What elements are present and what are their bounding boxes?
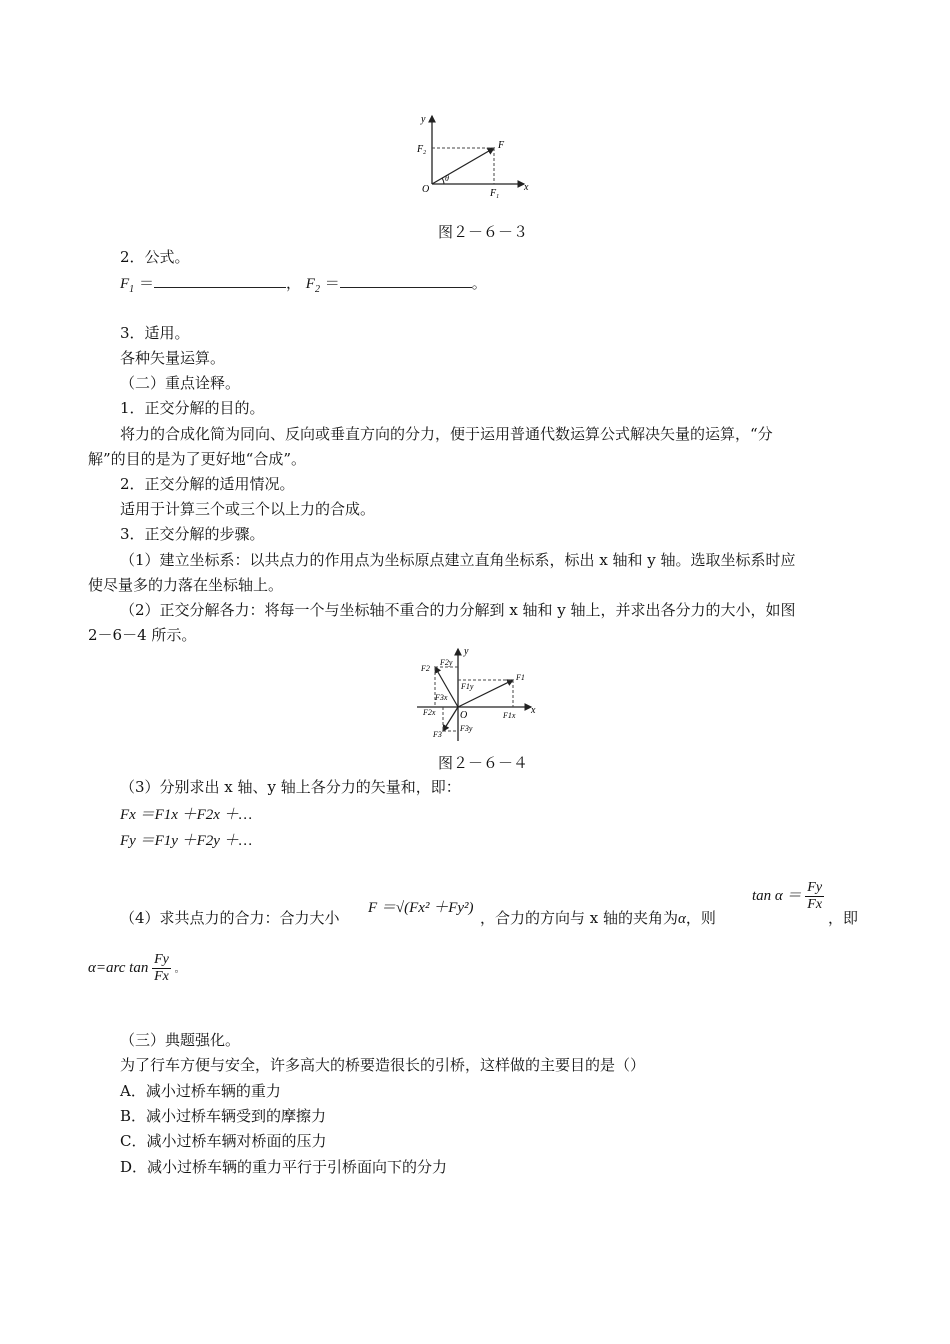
paragraph-line: 2－6－4 所示。 — [88, 626, 197, 644]
paragraph-line: 使尽量多的力落在坐标轴上。 — [88, 576, 284, 594]
formula-blanks — [120, 273, 487, 300]
option-a: A．减小过桥车辆的重力 — [120, 1082, 281, 1100]
figure-caption: 图２－６－４ — [438, 754, 529, 772]
f1-blank[interactable] — [154, 273, 286, 288]
fraction-denominator: Fx — [154, 969, 169, 984]
paragraph-line: 解”的目的是为了更好地“合成”。 — [88, 450, 307, 468]
option-b: B．减小过桥车辆受到的摩擦力 — [120, 1107, 327, 1125]
figure-2-6-4 — [415, 645, 545, 745]
y-axis-label: y — [464, 646, 469, 657]
svg-text:F1 — [489, 188, 499, 200]
force-f-vector — [432, 148, 494, 184]
fraction-numerator: Fy — [154, 952, 169, 967]
f2-label: F2 — [421, 664, 430, 673]
question-text: 为了行车方便与安全，许多高大的桥要造很长的引桥，这样做的主要目的是（） — [120, 1056, 646, 1074]
f1-sub: 1 — [496, 194, 500, 200]
section-heading: （二）重点诠释。 — [120, 374, 241, 392]
section-title: 2．公式。 — [120, 248, 190, 266]
f2-blank[interactable] — [340, 273, 472, 288]
paragraph: 适用于计算三个或三个以上力的合成。 — [120, 500, 376, 518]
tan-fraction — [805, 880, 824, 913]
resultant-magnitude-formula: F ＝√(Fx² ＋Fy²) — [368, 900, 474, 916]
arctan-formula — [88, 952, 185, 985]
option-d: D．减小过桥车辆的重力平行于引桥面向下的分力 — [120, 1158, 448, 1176]
paragraph-line: （1）建立坐标系：以共点力的作用点为坐标原点建立直角坐标系，标出 x 轴和 y 轴。选取坐标系时应 — [120, 551, 796, 569]
f1-label: F1 — [516, 673, 525, 682]
f2-label: F — [417, 144, 424, 155]
paragraph-line: （3）分别求出 x 轴、y 轴上各分力的矢量和，即： — [120, 778, 461, 796]
fraction-denominator: Fx — [807, 897, 823, 912]
f1-symbol: F — [120, 276, 130, 292]
figure-caption: 图２－６－３ — [438, 223, 529, 241]
f2-sub: 2 — [314, 284, 320, 295]
f3-label: F3 — [433, 730, 442, 739]
subsection-title: 1．正交分解的目的。 — [120, 399, 265, 417]
figure-2-6-3 — [410, 108, 540, 200]
origin-label: O — [422, 184, 430, 195]
f2y-label: F2y — [440, 658, 453, 667]
alpha-symbol: α — [678, 911, 686, 927]
origin-label: O — [460, 710, 468, 721]
paragraph-line: （2）正交分解各力：将每一个与坐标轴不重合的力分解到 x 轴和 y 轴上，并求出各分力的大小，如图 — [120, 601, 796, 619]
step4-middle-text: ，合力的方向与 x 轴的夹角为 — [480, 909, 678, 927]
f1x-label: F1x — [503, 711, 516, 720]
arctan-fraction — [152, 952, 171, 985]
f3y-label: F3y — [460, 724, 473, 733]
paragraph: 各种矢量运算。 — [120, 349, 226, 367]
option-c: C．减小过桥车辆对桥面的压力 — [120, 1132, 327, 1150]
tan-formula — [752, 880, 824, 913]
f-label: F — [498, 140, 505, 151]
x-axis-label: x — [531, 705, 536, 716]
paragraph-line: 将力的合成化简为同向、反向或垂直方向的分力，便于运用普通代数运算公式解决矢量的运算，“分 — [120, 425, 773, 443]
comma: ， — [285, 274, 301, 292]
step4-suffix: ，即 — [828, 909, 859, 927]
f1y-label: F1y — [461, 682, 474, 691]
svg-text:F2 — [416, 144, 426, 156]
theta-label: θ — [445, 174, 449, 183]
f2-sub: 2 — [423, 150, 427, 156]
formula-fx: Fx ＝F1x ＋F2x ＋… — [120, 807, 253, 823]
equals: ＝ — [324, 274, 340, 292]
fraction-numerator: Fy — [807, 880, 823, 895]
x-axis-label: x — [524, 182, 529, 193]
subsection-title: 2．正交分解的适用情况。 — [120, 475, 295, 493]
f1-sub: 1 — [129, 284, 135, 295]
step4-middle — [480, 908, 716, 929]
theta-arc — [442, 178, 444, 184]
equals: ＝ — [138, 274, 154, 292]
formula-fy: Fy ＝F1y ＋F2y ＋… — [120, 833, 253, 849]
f1-label: F — [490, 188, 497, 199]
f2-symbol: F — [305, 276, 315, 292]
arctan-label: α=arc tan — [88, 959, 149, 976]
step4-line — [120, 908, 340, 928]
section-heading: （三）典题强化。 — [120, 1031, 241, 1049]
tan-label: tan α ＝ — [752, 887, 802, 904]
f3x-label: F3x — [435, 693, 448, 702]
subsection-title: 3．正交分解的步骤。 — [120, 525, 265, 543]
y-axis-label: y — [421, 114, 426, 125]
arctan-end: 。 — [174, 963, 185, 975]
f2x-label: F2x — [423, 708, 436, 717]
force-f3-vector — [443, 707, 458, 731]
step4-prefix: （4）求共点力的合力：合力大小 — [120, 909, 340, 927]
period: 。 — [471, 274, 487, 292]
section-title: 3．适用。 — [120, 324, 190, 342]
step4-then: ，则 — [685, 909, 716, 927]
